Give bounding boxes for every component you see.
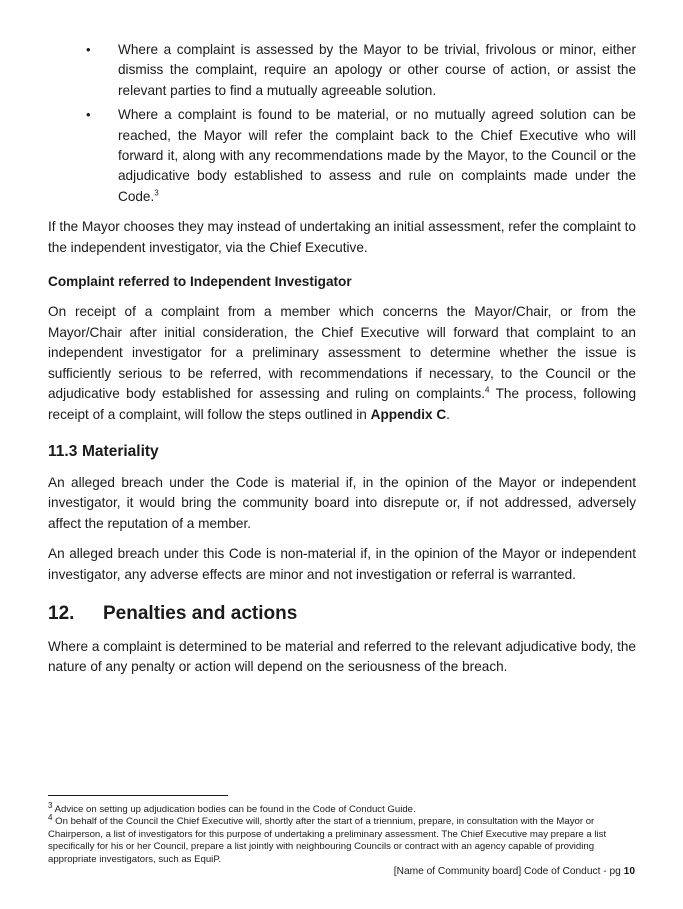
section-11-3-heading — [48, 441, 636, 463]
footnote-4 — [48, 813, 636, 866]
section-title: Materiality — [82, 442, 159, 460]
footnote-ref[interactable]: 3 — [154, 188, 159, 198]
footnote-number: 3 — [48, 800, 53, 810]
referred-paragraph — [48, 302, 636, 424]
footnote-divider — [48, 795, 228, 796]
referred-end: . — [446, 406, 450, 422]
list-item — [48, 105, 636, 207]
page-body — [48, 40, 636, 678]
footnote-3 — [48, 800, 636, 816]
footer-text: [Name of Community board] Code of Conduct - pg — [393, 866, 624, 877]
section-title: Penalties and actions — [103, 602, 298, 624]
referred-text-2: The process, following receipt of a complaint, will follow the steps outlined in — [48, 386, 637, 422]
footnote-text: On behalf of the Council the Chief Executive will, shortly after the start of a triennium, prepare, in consultation with the Mayor or Chairperson, a list of investigators for this purpose of undertaking a preliminary assessment. The Chief Executive may prepare a list specifically for his or her Council, prepare a list jointly with neighbouring Councils or contract with an agency capable of providing appropriate investigators, such as EquiP. — [48, 816, 607, 865]
page-number: 10 — [623, 866, 635, 877]
penalties-paragraph: Where a complaint is determined to be material and referred to the relevant adjudicative body, the nature of any penalty or action will depend on the seriousness of the breach. — [48, 638, 636, 675]
footnote-number: 4 — [48, 813, 53, 823]
appendix-link: Appendix C — [370, 406, 447, 422]
page-footer — [394, 866, 635, 877]
material-paragraph: An alleged breach under the Code is material if, in the opinion of the Mayor or independent investigator, it would bring the community board into disrepute or, if not addressed, adversely affect the reputation of a member. — [48, 474, 636, 531]
bullet-text: Where a complaint is assessed by the Mayor to be trivial, frivolous or minor, either dismiss the complaint, require an apology or other course of action, or assist the relevant parties to find a mutually agreeable solution. — [118, 42, 636, 98]
section-number: 11.3 — [48, 442, 78, 460]
list-item — [48, 40, 636, 101]
referred-text: On receipt of a complaint from a member which concerns the Mayor/Chair, or from the Mayor/Chair after initial consideration, the Chief Executive will forward that complaint to an independent investigator for a preliminary assessment to determine whether the issue is sufficiently serious to be referred, with recommendations if necessary, to the Council or the adjudicative body established for assessing and ruling on complaints. — [48, 304, 636, 402]
referred-heading: Complaint referred to Independent Investigator — [48, 274, 352, 290]
footnote-ref[interactable]: 4 — [485, 385, 490, 395]
assessment-bullet-list — [48, 40, 636, 207]
footnote-text: Advice on setting up adjudication bodies can be found in the Code of Conduct Guide. — [52, 804, 416, 815]
bullet-text: Where a complaint is found to be material, or no mutually agreed solution can be reached, the Mayor will refer the complaint back to the Chief Executive who will forward it, along with any recommendations made by the Mayor, to the Council or the adjudicative body established to assess and rule on complaints made under the Code. — [118, 107, 636, 204]
section-number: 12. — [48, 602, 75, 624]
bullet-icon: • — [86, 42, 91, 57]
bullet-icon: • — [86, 107, 91, 123]
section-12-heading — [48, 601, 636, 627]
footnotes — [48, 800, 636, 866]
mayor-paragraph: If the Mayor chooses they may instead of undertaking an initial assessment, refer the complaint to the independent investigator, via the Chief Executive. — [48, 219, 636, 255]
nonmaterial-paragraph: An alleged breach under this Code is non-material if, in the opinion of the Mayor or independent investigator, any adverse effects are minor and not investigation or referral is warranted. — [48, 546, 636, 582]
